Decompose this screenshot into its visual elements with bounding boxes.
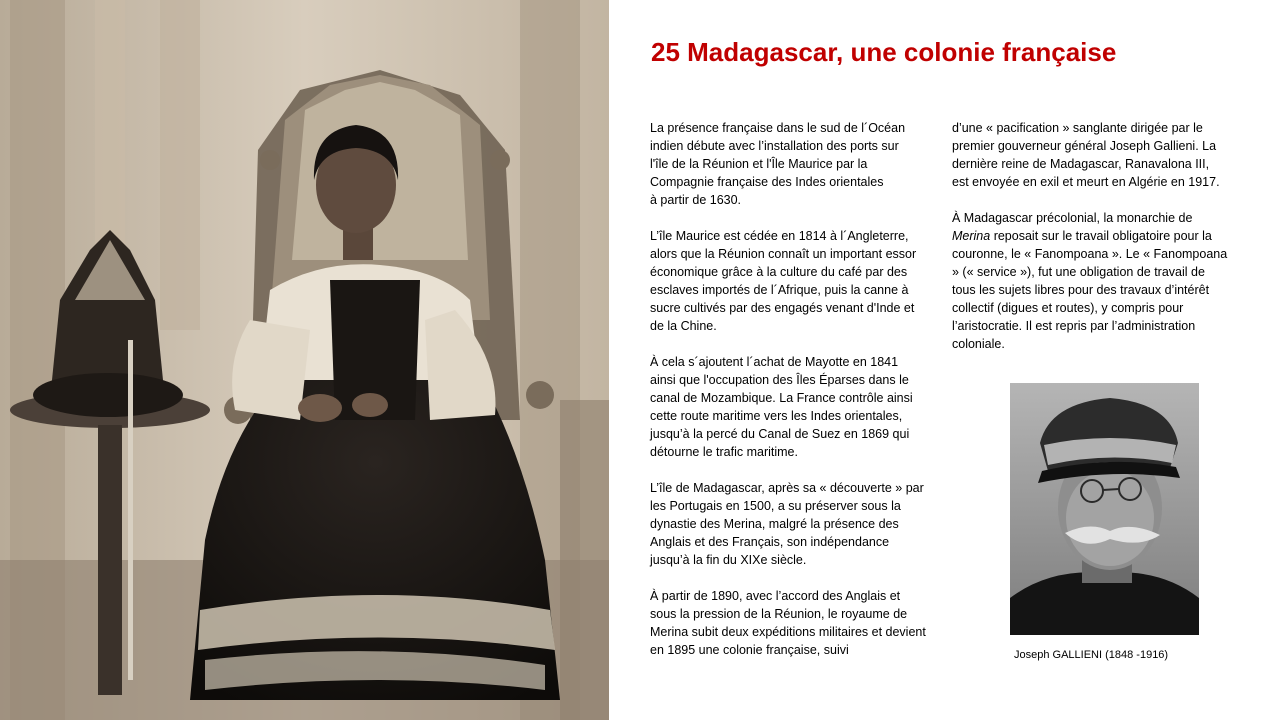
paragraph-1: La présence française dans le sud de l´Océan indien débute avec l’installation des ports sur l'île de la Réunion et l'Île Maurice par la Compagnie française des Indes orientales à partir de 1630. xyxy=(650,121,906,207)
left-text-column xyxy=(650,119,950,659)
paragraph-7-end: reposait sur le travail obligatoire pour la couronne, le « Fanompoana ». Le « Fanompoana » (« service »), fut une obligation de travail de tous les sujets libres pour des travaux d’intérêt collectif (digues et routes), y compris pour l’aristocratie. Il est repris par l’administration coloniale. xyxy=(952,229,1228,351)
queen-portrait-photo xyxy=(0,0,609,720)
right-text-column xyxy=(952,119,1252,353)
paragraph-4: L’île de Madagascar, après sa « découverte » par les Portugais en 1500, a su préserver sous la dynastie des Merina, malgré la présence des Anglais et des Français, son indépendance jusqu’à la fin du XIXe siècle. xyxy=(650,481,924,567)
gallieni-portrait-photo xyxy=(1010,383,1199,635)
slide-title: 25 Madagascar, une colonie française xyxy=(651,37,1117,67)
paragraph-3: À cela s´ajoutent l´achat de Mayotte en 1841 ainsi que l'occupation des Îles Éparses dans le canal de Mozambique. La France contrôle ainsi cette route maritime vers les Indes orientales, jusqu’à la percé du Canal de Suez en 1869 qui détourne le trafic maritime. xyxy=(650,355,913,459)
photo-caption: Joseph GALLIENI (1848 -1916) xyxy=(1014,649,1169,661)
paragraph-5: À partir de 1890, avec l’accord des Anglais et sous la pression de la Réunion, le royaume de Merina subit deux expéditions militaires et devient en 1895 une colonie française, suivi xyxy=(650,589,926,657)
paragraph-7-italic: Merina xyxy=(952,229,991,243)
paragraph-2: L’île Maurice est cédée en 1814 à l´Angleterre, alors que la Réunion connaît un important essor économique grâce à la culture du café par des esclaves importés de l´Afrique, puis la canne à sucre cultivés par des engagés venant d'Inde et de la Chine. xyxy=(650,229,917,333)
paragraph-7-start: À Madagascar précolonial, la monarchie de xyxy=(952,211,1193,225)
paragraph-7 xyxy=(952,209,1252,353)
paragraph-6: d’une « pacification » sanglante dirigée par le premier gouverneur général Joseph Gallieni. La dernière reine de Madagascar, Ranavalona III, est envoyée en exil et meurt en Algérie en 1917. xyxy=(952,121,1220,189)
